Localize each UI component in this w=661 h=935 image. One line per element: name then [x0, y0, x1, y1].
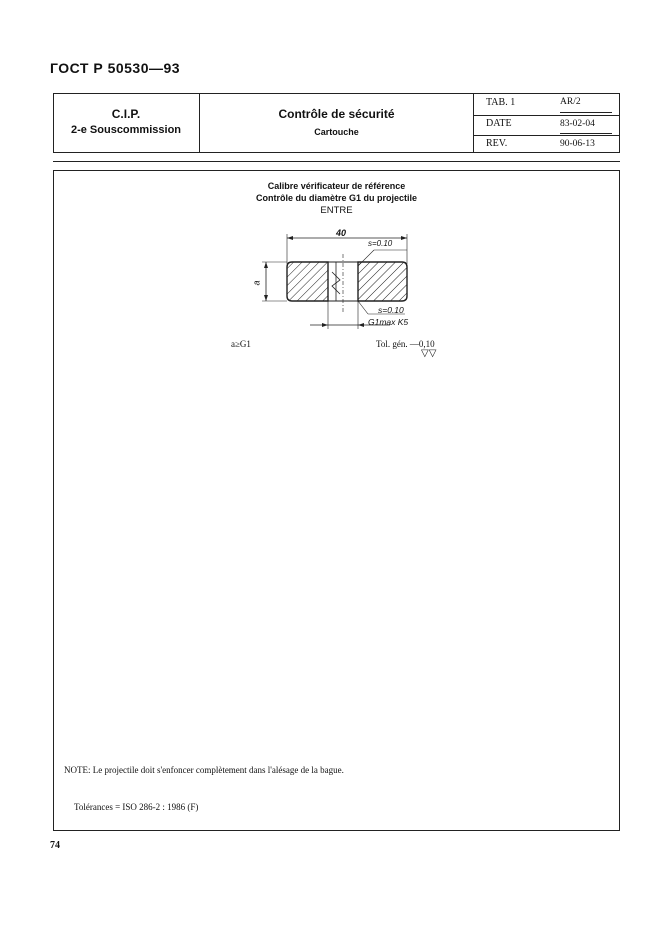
- meta-value-underline: [560, 133, 612, 134]
- meta-label-rev: REV.: [486, 138, 508, 149]
- meta-value-date: 83-02-04: [560, 119, 595, 129]
- figure-caption-line1: Calibre vérificateur de référence: [267, 181, 406, 191]
- meta-label-tab: TAB. 1: [486, 97, 516, 108]
- meta-label-date: DATE: [486, 118, 512, 129]
- meta-row-rule: [473, 115, 619, 116]
- surface-tolerance-top: s=0.10: [368, 239, 393, 248]
- separator-rule: [53, 161, 620, 162]
- arrow-head: [264, 262, 268, 268]
- meta-value-rev: 90-06-13: [560, 139, 595, 149]
- header-divider: [619, 93, 620, 153]
- arrow-head: [287, 236, 293, 240]
- arrow-head: [264, 295, 268, 301]
- left-ring-section: [287, 262, 328, 301]
- figure-caption-line3: ENTRE: [320, 205, 353, 216]
- arrow-head: [322, 323, 328, 327]
- header-frame: [53, 93, 620, 153]
- general-tolerance: Tol. gén. —0,10: [376, 339, 435, 349]
- note-text: NOTE: Le projectile doit s'enfoncer complètement dans l'alésage de la bague.: [64, 765, 344, 775]
- height-dimension-letter: a: [251, 280, 262, 286]
- header-divider: [473, 93, 474, 153]
- right-ring-section: [358, 262, 407, 301]
- header-divider: [199, 93, 200, 153]
- meta-value-tab: AR/2: [560, 97, 581, 107]
- meta-value-underline: [560, 112, 612, 113]
- surface-tolerance-bottom: s=0.10: [378, 305, 404, 315]
- meta-row-rule: [473, 135, 619, 136]
- org-name: C.I.P.: [111, 107, 141, 121]
- arrow-head: [358, 323, 364, 327]
- condition-text: a≥G1: [231, 339, 251, 349]
- arrow-head: [401, 236, 407, 240]
- document-title: Contrôle de sécurité: [278, 107, 395, 121]
- bore-tolerance: G1max K5: [368, 317, 409, 327]
- width-dimension-value: 40: [336, 228, 347, 238]
- tolerances-reference: Tolérances = ISO 286-2 : 1986 (F): [74, 802, 199, 812]
- page-number: 74: [50, 840, 60, 851]
- leader-line: [358, 301, 368, 314]
- subcommission-name: 2-e Souscommission: [70, 124, 182, 136]
- document-subtitle: Cartouche: [314, 127, 359, 137]
- gauge-drawing: [240, 222, 440, 337]
- standard-code: ГОСТ Р 50530—93: [50, 60, 181, 76]
- figure-caption-line2: Contrôle du diamètre G1 du projectile: [255, 193, 418, 203]
- surface-finish-symbols: ▽▽: [421, 348, 437, 359]
